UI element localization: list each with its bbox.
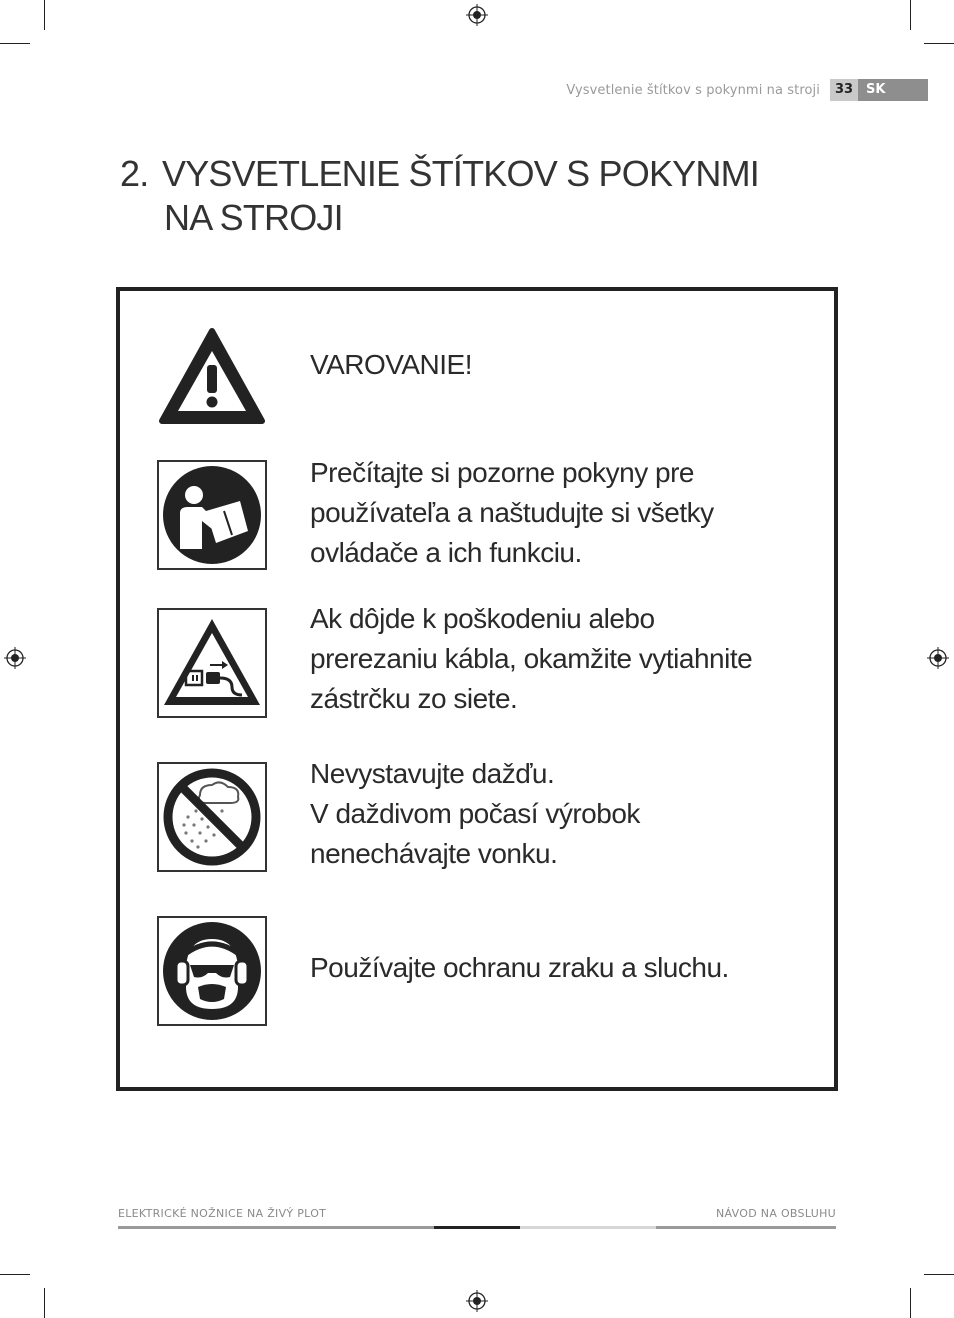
safety-labels-box <box>116 287 838 1091</box>
footer-rule <box>656 1226 836 1229</box>
footer-rule <box>434 1226 520 1229</box>
registration-mark-icon <box>466 1290 488 1312</box>
title-line-2: NA STROJI <box>164 197 343 238</box>
crop-mark <box>910 1288 911 1318</box>
page-title <box>120 152 759 240</box>
eye-ear-protection-icon <box>156 915 268 1027</box>
running-title: Vysvetlenie štítkov s pokynmi na stroji <box>566 82 820 98</box>
footer-rule <box>520 1226 656 1229</box>
language-badge: SK <box>858 79 928 101</box>
no-rain-icon <box>156 761 268 873</box>
registration-mark-icon <box>927 647 949 669</box>
warning-triangle-icon <box>156 323 268 435</box>
crop-mark <box>910 0 911 30</box>
label-text-read-manual: Prečítajte si pozorne pokyny pre používateľa a naštudujte si všetky ovládače a ich funkciu. <box>310 457 714 568</box>
crop-mark <box>0 1274 30 1275</box>
read-manual-icon <box>156 459 268 571</box>
unplug-cable-warning-icon <box>156 607 268 719</box>
footer-product-name: ELEKTRICKÉ NOŽNICE NA ŽIVÝ PLOT <box>118 1207 327 1220</box>
page-number: 33 <box>830 79 858 101</box>
registration-mark-icon <box>4 647 26 669</box>
label-text-no-rain: Nevystavujte dažďu. V daždivom počasí výrobok nenechávajte vonku. <box>310 758 640 869</box>
crop-mark <box>44 1288 45 1318</box>
title-line-1: VYSVETLENIE ŠTÍTKOV S POKYNMI <box>162 153 759 194</box>
crop-mark <box>924 1274 954 1275</box>
label-text-damaged-cable: Ak dôjde k poškodeniu alebo prerezaniu kábla, okamžite vytiahnite zástrčku zo siete. <box>310 603 753 714</box>
footer-rule <box>118 1226 434 1229</box>
registration-mark-icon <box>466 4 488 26</box>
footer-document-type: NÁVOD NA OBSLUHU <box>715 1207 836 1220</box>
crop-mark <box>924 43 954 44</box>
label-text-warning: VAROVANIE! <box>310 349 473 380</box>
label-text-protection: Používajte ochranu zraku a sluchu. <box>310 952 729 983</box>
section-number: 2. <box>120 153 149 194</box>
running-header <box>566 79 928 101</box>
crop-mark <box>0 43 30 44</box>
crop-mark <box>44 0 45 30</box>
